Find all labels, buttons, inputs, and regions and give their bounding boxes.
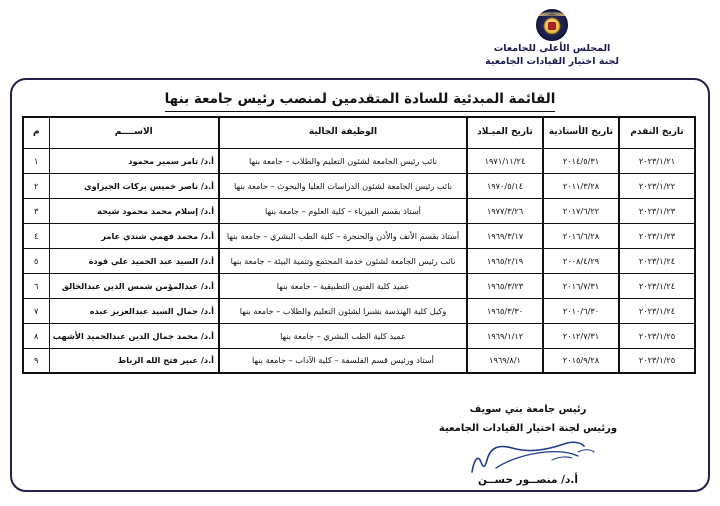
cell-birth-date: ١٩٧٠/٥/١٤ (467, 173, 543, 198)
cell-apply-date: ٢٠٢٣/١/٢٤ (619, 298, 695, 323)
cell-current-position: أستاذ بقسم الأنف والأذن والحنجرة – كلية الطب البشري – جامعة بنها (219, 223, 467, 248)
cell-birth-date: ١٩٦٩/٣/١٧ (467, 223, 543, 248)
column-header-apply-date: تاريخ التقدم (619, 117, 695, 148)
cell-apply-date: ٢٠٢٣/١/٢٣ (619, 223, 695, 248)
cell-birth-date: ١٩٧٧/٣/٢٦ (467, 198, 543, 223)
supreme-council-universities-emblem-icon (533, 8, 571, 42)
signature-block (378, 400, 678, 486)
council-name-line-1: المجلس الأعلى للجامعات (493, 43, 611, 54)
column-header-name: الاســــم (49, 117, 219, 148)
cell-name: أ.د/ محمد فهمي شندي عامر (49, 223, 219, 248)
cell-sequence: ٦ (23, 273, 49, 298)
cell-current-position: وكيل كلية الهندسة بشبرا لشئون التعليم والطلاب – جامعة بنها (219, 298, 467, 323)
cell-current-position: نائب رئيس الجامعة لشئون التعليم والطلاب – جامعة بنها (219, 148, 467, 173)
cell-apply-date: ٢٠٢٣/١/٢٢ (619, 173, 695, 198)
cell-name: أ.د/ جمال السيد عبدالعزيز عبده (49, 298, 219, 323)
table-row (23, 223, 695, 248)
cell-apply-date: ٢٠٢٣/١/٢٤ (619, 248, 695, 273)
cell-name: أ.د/ إسلام محمد محمود شيحة (49, 198, 219, 223)
document-header (402, 8, 702, 68)
column-header-birth-date: تاريخ الميـلاد (467, 117, 543, 148)
cell-current-position: نائب رئيس الجامعة لشئون خدمة المجتمع وتنمية البيئة – جامعة بنها (219, 248, 467, 273)
cell-current-position: أستاذ بقسم الفيزياء – كلية العلوم – جامعة بنها (219, 198, 467, 223)
cell-birth-date: ١٩٧١/١١/٢٤ (467, 148, 543, 173)
cell-name: أ.د/ تامر سمير محمود (49, 148, 219, 173)
page-title-container (0, 88, 720, 112)
column-header-current-position: الوظيفة الحالية (219, 117, 467, 148)
cell-name: أ.د/ ناصر خميس بركات الجيزاوي (49, 173, 219, 198)
cell-apply-date: ٢٠٢٣/١/٢٣ (619, 198, 695, 223)
cell-current-position: عميد كلية الطب البشري – جامعة بنها (219, 323, 467, 348)
cell-name: أ.د/ السيد عبد الحميد علي فودة (49, 248, 219, 273)
cell-birth-date: ١٩٦٥/٣/٢٣ (467, 273, 543, 298)
cell-sequence: ٣ (23, 198, 49, 223)
cell-apply-date: ٢٠٢٣/١/٢٥ (619, 348, 695, 373)
signer-role-line-2: ورئيس لجنة اختيار القيادات الجامعية (438, 423, 618, 434)
candidates-table-container (24, 116, 696, 374)
cell-birth-date: ١٩٦٥/٣/٣٠ (467, 298, 543, 323)
table-row (23, 298, 695, 323)
table-row (23, 248, 695, 273)
cell-birth-date: ١٩٦٥/٢/١٩ (467, 248, 543, 273)
council-name-line-2: لجنة اختيار القيادات الجامعية (485, 55, 619, 67)
cell-current-position: أستاذ ورئيس قسم الفلسفة – كلية الآداب – جامعة بنها (219, 348, 467, 373)
table-row (23, 323, 695, 348)
cell-professorship-date: ٢٠١٥/٩/٢٨ (543, 348, 619, 373)
table-row (23, 173, 695, 198)
cell-sequence: ٥ (23, 248, 49, 273)
table-row (23, 198, 695, 223)
cell-sequence: ١ (23, 148, 49, 173)
cell-name: أ.د/ محمد جمال الدين عبدالحميد الأشهب (49, 323, 219, 348)
cell-professorship-date: ٢٠١٦/٦/٢٨ (543, 223, 619, 248)
table-body (23, 148, 695, 373)
cell-apply-date: ٢٠٢٣/١/٢٤ (619, 273, 695, 298)
cell-apply-date: ٢٠٢٣/١/٢١ (619, 148, 695, 173)
cell-name: أ.د/ عبير فتح الله الرباط (49, 348, 219, 373)
signer-name: أ.د/ منصــور حســن (478, 474, 578, 486)
column-header-sequence: م (23, 117, 49, 148)
candidates-table (22, 116, 696, 374)
handwritten-signature (378, 440, 678, 478)
cell-apply-date: ٢٠٢٣/١/٢٥ (619, 323, 695, 348)
cell-professorship-date: ٢٠١٢/٧/٣١ (543, 323, 619, 348)
cell-professorship-date: ٢٠١٦/٧/٣١ (543, 273, 619, 298)
cell-professorship-date: ٢٠١٤/٥/٣١ (543, 148, 619, 173)
column-header-professorship-date: تاريخ الأستاذية (543, 117, 619, 148)
page-title: القائمة المبدئية للسادة المتقدمين لمنصب رئيس جامعة بنها (165, 91, 556, 112)
cell-birth-date: ١٩٦٩/١/١٢ (467, 323, 543, 348)
cell-professorship-date: ٢٠١٧/٦/٢٢ (543, 198, 619, 223)
cell-current-position: عميد كلية الفنون التطبيقية – جامعة بنها (219, 273, 467, 298)
table-row (23, 348, 695, 373)
cell-sequence: ٨ (23, 323, 49, 348)
cell-sequence: ٢ (23, 173, 49, 198)
cell-name: أ.د/ عبدالمؤمن شمس الدين عبدالخالق (49, 273, 219, 298)
cell-sequence: ٩ (23, 348, 49, 373)
cell-sequence: ٤ (23, 223, 49, 248)
cell-professorship-date: ٢٠١٠/٦/٣٠ (543, 298, 619, 323)
cell-current-position: نائب رئيس الجامعة لشئون الدراسات العليا والبحوث – جامعة بنها (219, 173, 467, 198)
table-row (23, 148, 695, 173)
cell-professorship-date: ٢٠٠٨/٤/٢٩ (543, 248, 619, 273)
signer-role-line-1: رئيس جامعة بني سويف (469, 404, 587, 415)
cell-sequence: ٧ (23, 298, 49, 323)
cell-birth-date: ١٩٦٩/٨/١ (467, 348, 543, 373)
table-row (23, 273, 695, 298)
cell-professorship-date: ٢٠١١/٣/٢٨ (543, 173, 619, 198)
table-header-row (23, 117, 695, 148)
